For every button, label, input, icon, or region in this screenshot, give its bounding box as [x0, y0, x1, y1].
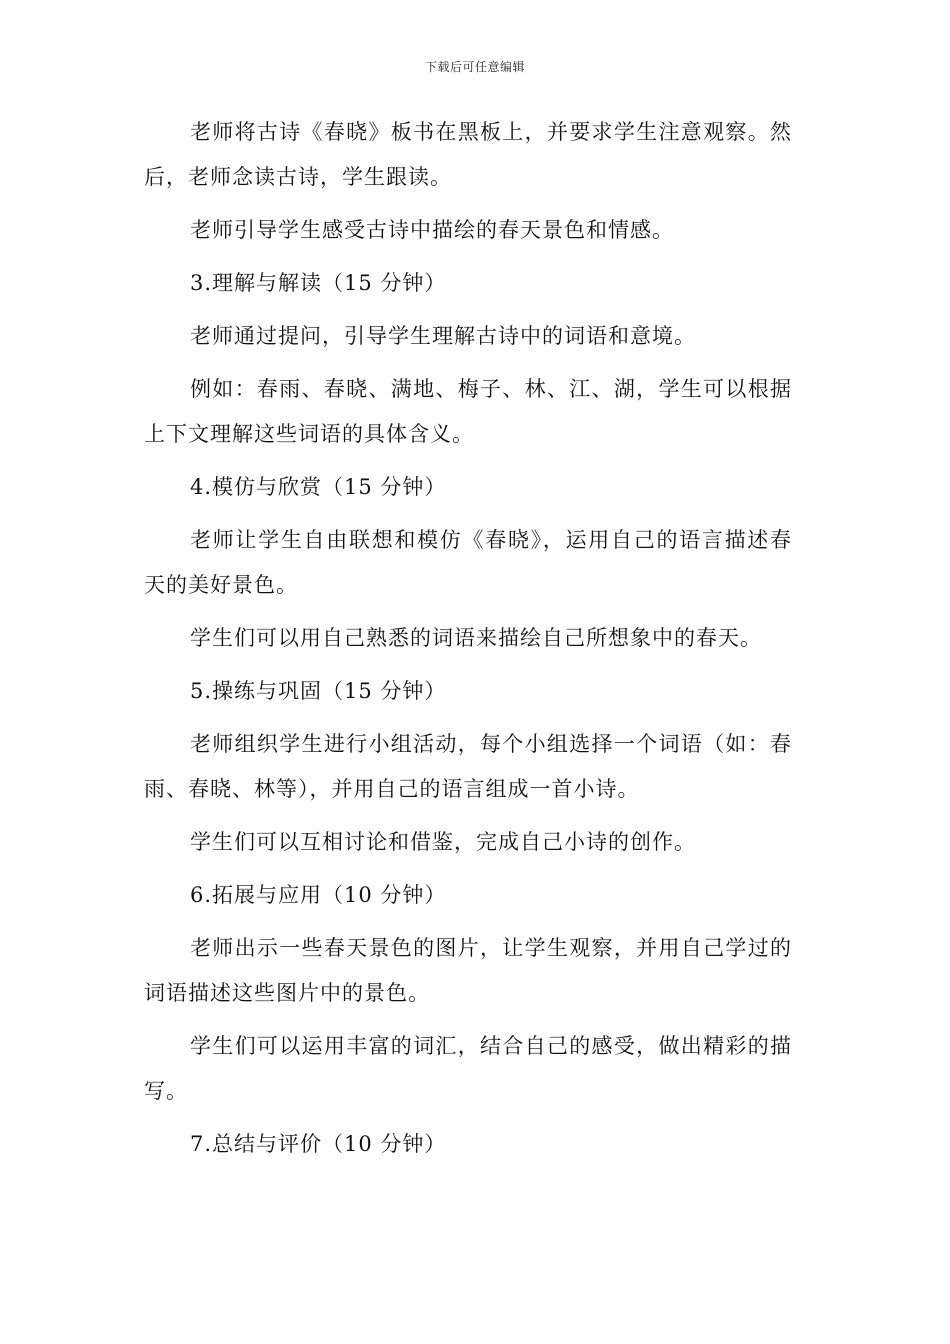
paragraph: 老师让学生自由联想和模仿《春晓》，运用自己的语言描述春天的美好景色。	[144, 528, 792, 597]
section-heading: 3.理解与解读（15 分钟）	[190, 271, 447, 295]
paragraph: 老师出示一些春天景色的图片，让学生观察，并用自己学过的词语描述这些图片中的景色。	[144, 936, 792, 1005]
paragraph: 学生们可以用自己熟悉的词语来描绘自己所想象中的春天。	[190, 626, 762, 650]
section-heading: 7.总结与评价（10 分钟）	[190, 1132, 447, 1156]
paragraph: 老师将古诗《春晓》板书在黑板上，并要求学生注意观察。然后，老师念读古诗，学生跟读。	[144, 120, 792, 189]
paragraph: 学生们可以互相讨论和借鉴，完成自己小诗的创作。	[190, 830, 696, 854]
document-body	[144, 110, 792, 1175]
section-heading: 5.操练与巩固（15 分钟）	[190, 679, 447, 703]
paragraph: 学生们可以运用丰富的词汇，结合自己的感受，做出精彩的描写。	[144, 1034, 792, 1103]
paragraph: 老师通过提问，引导学生理解古诗中的词语和意境。	[190, 324, 696, 348]
paragraph: 例如：春雨、春晓、满地、梅子、林、江、湖，学生可以根据上下文理解这些词语的具体含义。	[144, 377, 792, 446]
paragraph: 老师组织学生进行小组活动，每个小组选择一个词语（如：春雨、春晓、林等），并用自己的语言组成一首小诗。	[144, 732, 792, 801]
section-heading: 4.模仿与欣赏（15 分钟）	[190, 475, 447, 499]
paragraph: 老师引导学生感受古诗中描绘的春天景色和情感。	[190, 218, 674, 242]
page-header: 下载后可任意编辑	[424, 60, 525, 74]
section-heading: 6.拓展与应用（10 分钟）	[190, 883, 447, 907]
